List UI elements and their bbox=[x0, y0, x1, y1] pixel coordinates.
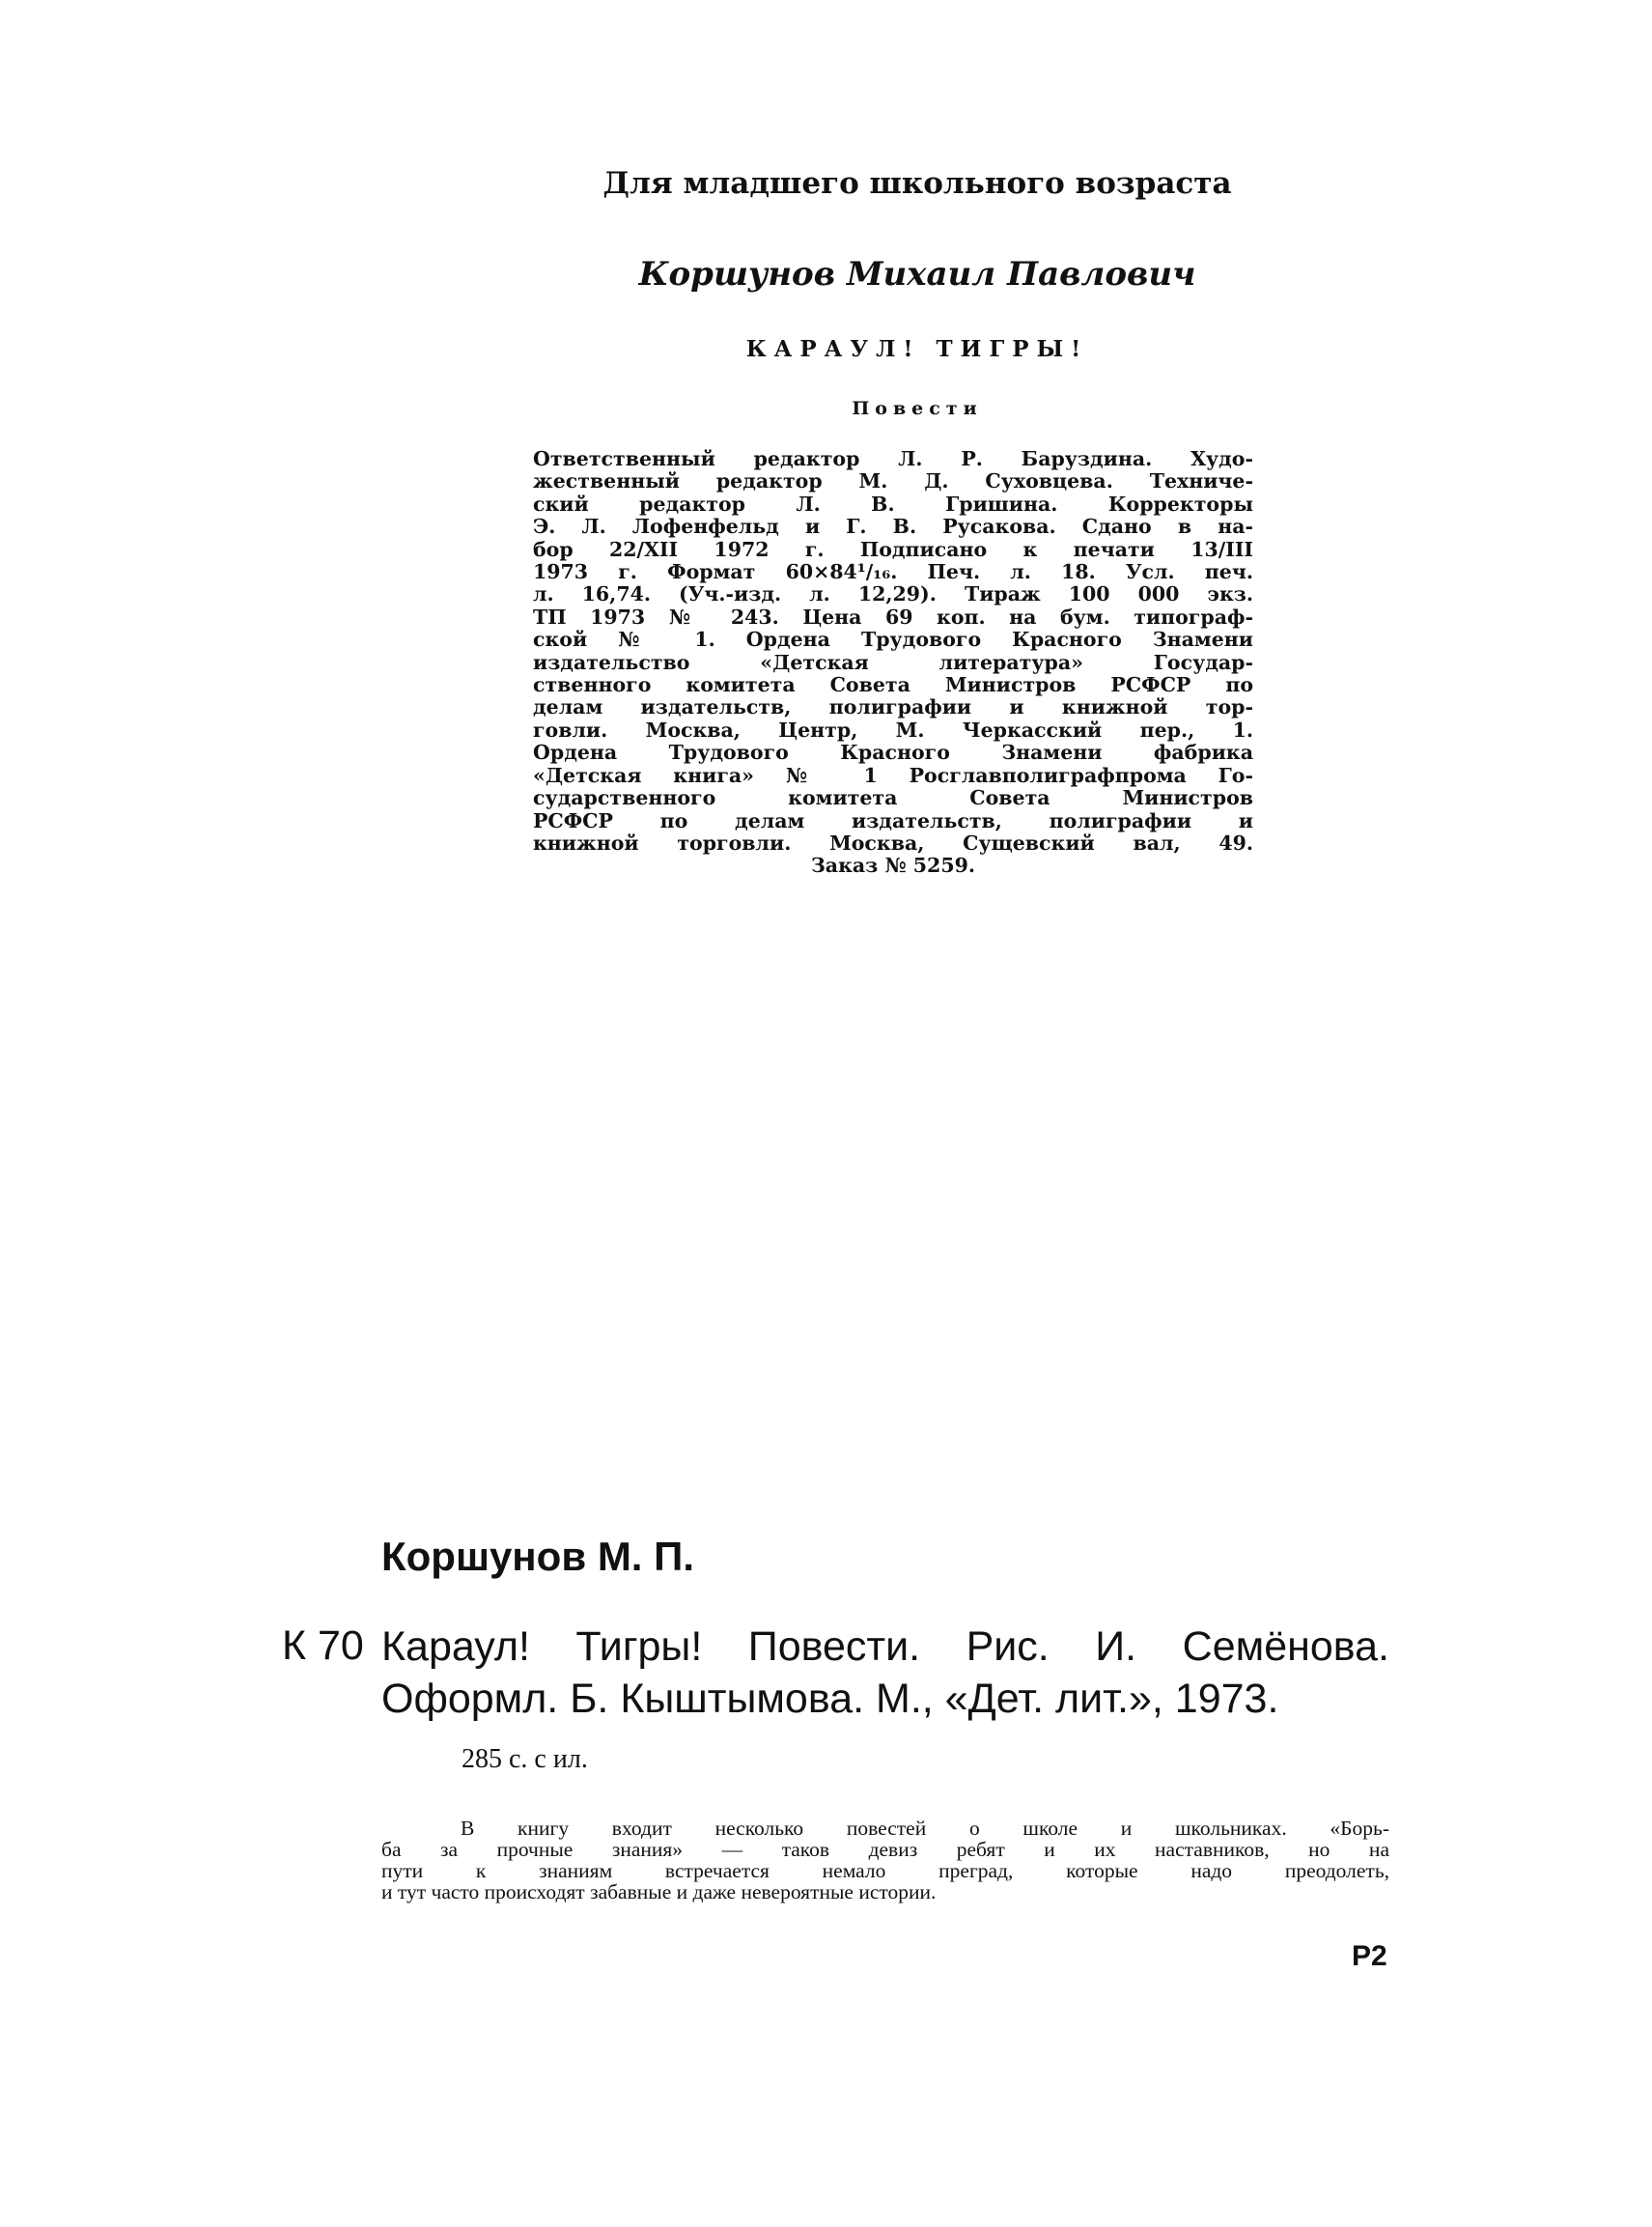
imprint-line: л. 16,74. (Уч.-изд. л. 12,29). Тираж 100 000 экз. bbox=[533, 583, 1253, 606]
imprint-line: ской № 1. Ордена Трудового Красного Знамени bbox=[533, 629, 1253, 652]
imprint-line: 1973 г. Формат 60×84¹/₁₆. Печ. л. 18. Усл. печ. bbox=[533, 561, 1253, 584]
imprint-line: РСФСР по делам издательств, полиграфии и bbox=[533, 809, 1253, 832]
imprint-line: Э. Л. Лофенфельд и Г. В. Русакова. Сдано в на- bbox=[533, 516, 1253, 539]
imprint-line: Ответственный редактор Л. Р. Баруздина. Худо- bbox=[533, 448, 1253, 470]
imprint-line: «Детская книга» № 1 Росглавполиграфпрома Го- bbox=[533, 764, 1253, 787]
imprint-details bbox=[533, 448, 1253, 878]
annotation-line: пути к знаниям встречается немало преград, которые надо преодолеть, bbox=[381, 1859, 1389, 1882]
card-description-line: Караул! Тигры! Повести. Рис. И. Семёнова. bbox=[381, 1623, 1389, 1670]
card-description-line: Оформл. Б. Кыштымова. М., «Дет. лит.», 1973. bbox=[381, 1676, 1279, 1722]
card-index: К 70 bbox=[282, 1622, 364, 1669]
imprint-line: говли. Москва, Центр, М. Черкасский пер., 1. bbox=[533, 719, 1253, 742]
classification-code: Р2 bbox=[1352, 1940, 1387, 1972]
imprint-line: сударственного комитета Совета Министров bbox=[533, 787, 1253, 810]
imprint-line: делам издательств, полиграфии и книжной тор- bbox=[533, 696, 1253, 719]
imprint-line: ТП 1973 № 243. Цена 69 коп. на бум. типограф- bbox=[533, 606, 1253, 629]
imprint-line: бор 22/XII 1972 г. Подписано к печати 13/III bbox=[533, 538, 1253, 561]
book-title: КАРАУЛ! ТИГРЫ! bbox=[745, 336, 1089, 362]
card-description bbox=[381, 1621, 1389, 1725]
imprint-line: книжной торговли. Москва, Сущевский вал, 49. bbox=[533, 832, 1253, 855]
annotation-line: В книгу входит несколько повестей о школе и школьниках. «Борь- bbox=[461, 1817, 1389, 1840]
imprint-line: издательство «Детская литература» Государ- bbox=[533, 651, 1253, 674]
annotation-line: и тут часто происходят забавные и даже невероятные истории. bbox=[381, 1880, 937, 1903]
imprint-line: ский редактор Л. В. Гришина. Корректоры bbox=[533, 493, 1253, 516]
author-full-name: Коршунов Михаил Павлович bbox=[638, 255, 1196, 294]
imprint-line-order: Заказ № 5259. bbox=[811, 855, 975, 878]
card-annotation bbox=[381, 1818, 1389, 1903]
imprint-line: ственного комитета Совета Министров РСФСР по bbox=[533, 674, 1253, 697]
genre-label: Повести bbox=[852, 398, 983, 419]
age-note: Для младшего школьного возраста bbox=[602, 166, 1232, 201]
annotation-line: ба за прочные знания» — таков девиз ребят и их наставников, но на bbox=[381, 1838, 1389, 1861]
card-author: Коршунов М. П. bbox=[381, 1534, 695, 1579]
imprint-line: Ордена Трудового Красного Знамени фабрика bbox=[533, 742, 1253, 765]
imprint-line: жественный редактор М. Д. Суховцева. Техниче- bbox=[533, 470, 1253, 493]
card-pages: 285 с. с ил. bbox=[462, 1744, 588, 1774]
